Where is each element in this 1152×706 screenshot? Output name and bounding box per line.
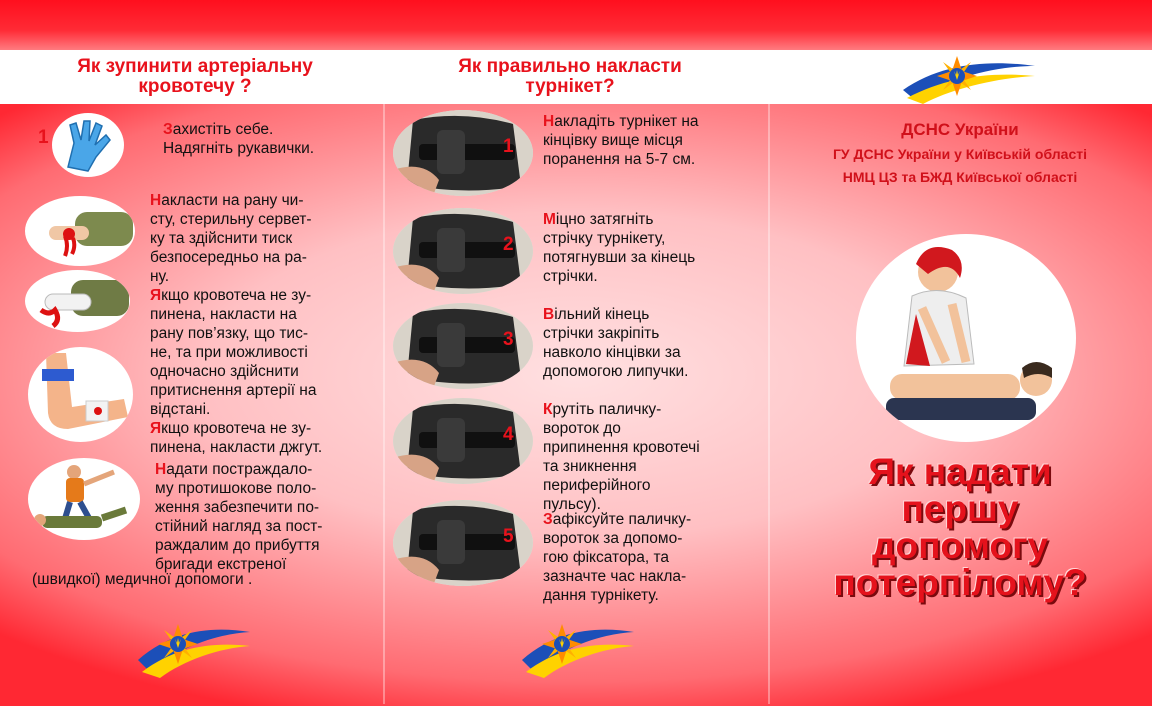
step3-line: раждалим до прибуття: [155, 537, 320, 554]
tourniquet-step-line-text: афіксуйте паличку-: [552, 511, 692, 528]
tourniquet-step-line: [543, 210, 695, 229]
cpr-illustration: [856, 234, 1076, 442]
step2-line: одночасно здійснити: [150, 363, 299, 380]
step2-line: пинена, накласти джгут.: [150, 439, 323, 456]
tourniquet-step-line: та зникнення: [543, 458, 637, 475]
tourniquet-step-line-text: ільний кінець: [554, 306, 650, 323]
shock-position-illustration: [28, 458, 140, 540]
step2-line: кщо кровотеча не зу-: [161, 420, 312, 437]
step2-line: сту, стерильну сервет-: [150, 211, 312, 228]
tourniquet-step-line-text: рутіть паличку-: [552, 401, 662, 418]
org-line2: ГУ ДСНС України у Київській області: [832, 146, 1087, 162]
tourniquet-step-line: периферійного: [543, 477, 651, 494]
left-column-title: [30, 57, 360, 97]
step-number: 1: [503, 136, 514, 157]
tourniquet-step-line: дання турнікету.: [543, 587, 659, 604]
headline-line: Як надати: [868, 451, 1052, 492]
tourniquet-step-line: навколо кінцівки за: [543, 344, 681, 361]
step2-line: притиснення артерії на: [150, 382, 317, 399]
middle-title-line1: Як правильно накласти: [458, 56, 682, 77]
step2-line: не, та при можливості: [150, 344, 308, 361]
tourniquet-step-line-text: іцно затягніть: [555, 211, 654, 228]
tourniquet-step-text: [543, 112, 699, 169]
tourniquet-step-line: [543, 400, 700, 419]
step3-line: адати постраждало-: [166, 461, 313, 478]
wound-pressure-illustration: [25, 196, 135, 266]
step2-line: пинена, накласти на: [150, 306, 297, 323]
tourniquet-step-line: допомогою липучки.: [543, 363, 689, 380]
step3-line: бригади екстреної: [155, 556, 287, 573]
step3-line: (швидкої) медичної допомоги .: [32, 571, 253, 588]
step2-text: [150, 191, 322, 457]
tourniquet-step-line: потягнувши за кінець: [543, 249, 696, 266]
step1-line1: ахистіть себе.: [172, 121, 274, 138]
step2-cap: Я: [150, 420, 162, 437]
tourniquet-step-cap: В: [543, 306, 555, 323]
left-title-line2: кровотечу ?: [138, 76, 252, 97]
tourniquet-step-line: вороток за допомо-: [543, 530, 683, 547]
step2-cap: Н: [150, 192, 162, 209]
tourniquet-step-line: стрічки закріпіть: [543, 325, 660, 342]
arm-tourniquet-illustration: [28, 347, 133, 442]
tourniquet-step-line-text: акладіть турнікет на: [554, 113, 699, 130]
step-number: 3: [503, 329, 514, 350]
tourniquet-arm-photo: [28, 347, 133, 442]
step2-line: безпосередньо на ра-: [150, 249, 307, 266]
step-number: 1: [38, 127, 49, 148]
tourniquet-step-line: стрічку турнікету,: [543, 230, 666, 247]
tourniquet-step-line: [543, 112, 699, 131]
headline-line: допомогу: [871, 525, 1049, 566]
tourniquet-step-text: [543, 210, 695, 286]
bandage-illustration: [25, 270, 130, 332]
step-number: 2: [503, 234, 514, 255]
tourniquet-step-text: [543, 400, 700, 514]
step3-cap: Н: [155, 461, 167, 478]
tourniquet-step-text: [543, 510, 691, 605]
step2-cap: Я: [150, 287, 162, 304]
cpr-photo: [856, 234, 1076, 442]
step3-line: му протишокове поло-: [155, 480, 317, 497]
step1-cap: З: [163, 121, 173, 138]
tourniquet-step-line: [543, 305, 689, 324]
tourniquet-step-text: [543, 305, 689, 381]
tourniquet-step-cap: М: [543, 211, 556, 228]
dsns-emblem-icon: [893, 52, 1038, 104]
column-divider: [768, 104, 770, 704]
tourniquet-step-line: припинення кровотечі: [543, 439, 700, 456]
bandage-photo: [25, 270, 130, 332]
tourniquet-step-line: гою фіксатора, та: [543, 549, 669, 566]
dsns-emblem-icon: [516, 616, 636, 678]
step3-line: стійний нагляд за пост-: [155, 518, 323, 535]
org-line1: ДСНС України: [901, 120, 1019, 139]
tourniquet-step-cap: З: [543, 511, 553, 528]
step3-line: ження забезпечити по-: [155, 499, 320, 516]
tourniquet-step-cap: Н: [543, 113, 555, 130]
headline-line: першу: [901, 488, 1019, 529]
column-divider: [383, 104, 385, 704]
step-number: 4: [503, 424, 514, 445]
glove-photo: [52, 113, 124, 177]
wound-pressure-photo: [25, 196, 135, 266]
step2-line: кщо кровотеча не зу-: [161, 287, 312, 304]
tourniquet-step-line: поранення на 5-7 см.: [543, 151, 696, 168]
tourniquet-step-line: [543, 510, 691, 529]
step-number: 5: [503, 526, 514, 547]
step2-line: акласти на рану чи-: [161, 192, 304, 209]
tourniquet-step-line: пульсу).: [543, 496, 601, 513]
middle-column-title: [405, 57, 735, 97]
step1-line2: Надягніть рукавички.: [163, 140, 315, 157]
step2-line: рану пов’язку, що тис-: [150, 325, 308, 342]
middle-title-line2: турнікет?: [525, 76, 615, 97]
headline: [800, 453, 1120, 601]
tourniquet-step-cap: К: [543, 401, 553, 418]
shock-position-photo: [28, 458, 140, 540]
step2-line: відстані.: [150, 401, 211, 418]
headline-line: потерпілому?: [833, 562, 1087, 603]
tourniquet-step-line: вороток до: [543, 420, 621, 437]
dsns-emblem-icon: [132, 616, 252, 678]
top-red-band: [0, 0, 1152, 50]
step2-line: ку та здійснити тиск: [150, 230, 293, 247]
tourniquet-step-line: кінцівку вище місця: [543, 132, 683, 149]
tourniquet-step-line: стрічки.: [543, 268, 598, 285]
org-line3: НМЦ ЦЗ та БЖД Київської області: [842, 169, 1078, 185]
step3-text: [155, 460, 322, 574]
step1-text: [163, 120, 314, 158]
step2-line: ну.: [150, 268, 170, 285]
glove-icon: [52, 113, 124, 177]
left-title-line1: Як зупинити артеріальну: [77, 56, 313, 77]
tourniquet-step-line: зазначте час накла-: [543, 568, 687, 585]
